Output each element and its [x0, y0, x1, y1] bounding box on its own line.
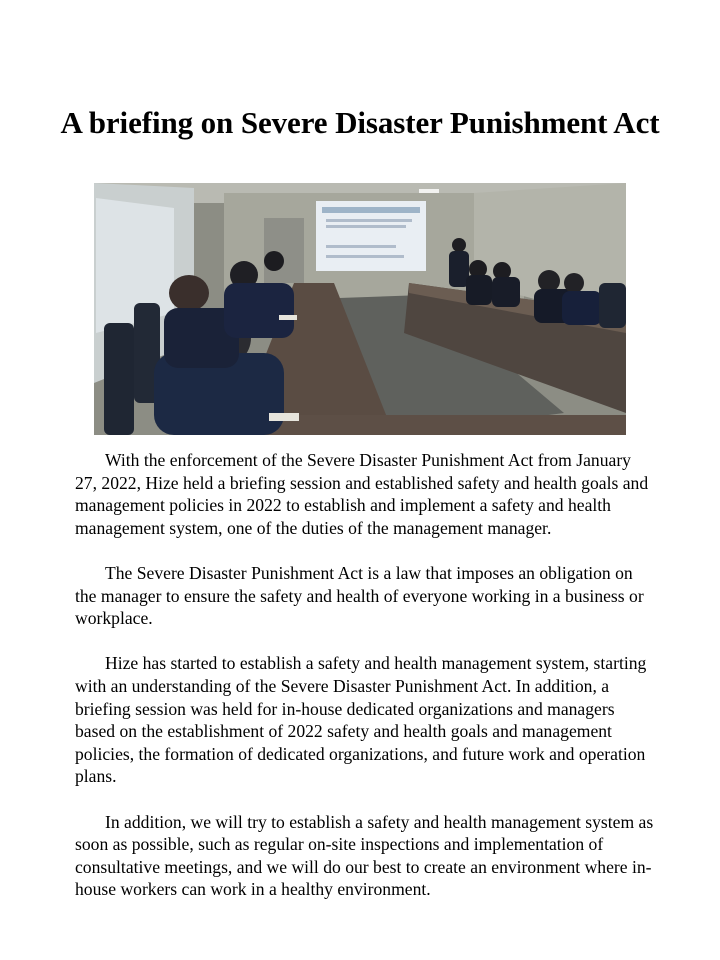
briefing-photo: [94, 183, 626, 435]
paragraph-act-definition: The Severe Disaster Punishment Act is a law that imposes an obligation on the manager to ensure the safety and health of everyone working in a business or workplace.: [75, 562, 644, 629]
paragraph-system-establishment: Hize has started to establish a safety and health management system, starting with an understanding of the Severe Disaster Punishment Act. In addition, a briefing session was held for in-house dedicated organizations and managers based on the establishment of 2022 safety and health goals and management policies, the formation of dedicated organizations, and future work and operation plans.: [75, 653, 647, 787]
article-title: A briefing on Severe Disaster Punishment Act: [60, 105, 660, 140]
briefing-room-image: [94, 183, 626, 435]
paragraph-enforcement: With the enforcement of the Severe Disaster Punishment Act from January 27, 2022, Hize held a briefing session and established safety and health goals and management policies in 2022 to establish and implement a safety and health management system, one of the duties of the management manager.: [75, 450, 649, 538]
paragraph-future-plans: In addition, we will try to establish a safety and health management system as soon as possible, such as regular on-site inspections and implementation of consultative meetings, and we will do our best to create an environment where in-house workers can work in a healthy environment.: [75, 811, 654, 900]
article-body: [75, 449, 655, 901]
